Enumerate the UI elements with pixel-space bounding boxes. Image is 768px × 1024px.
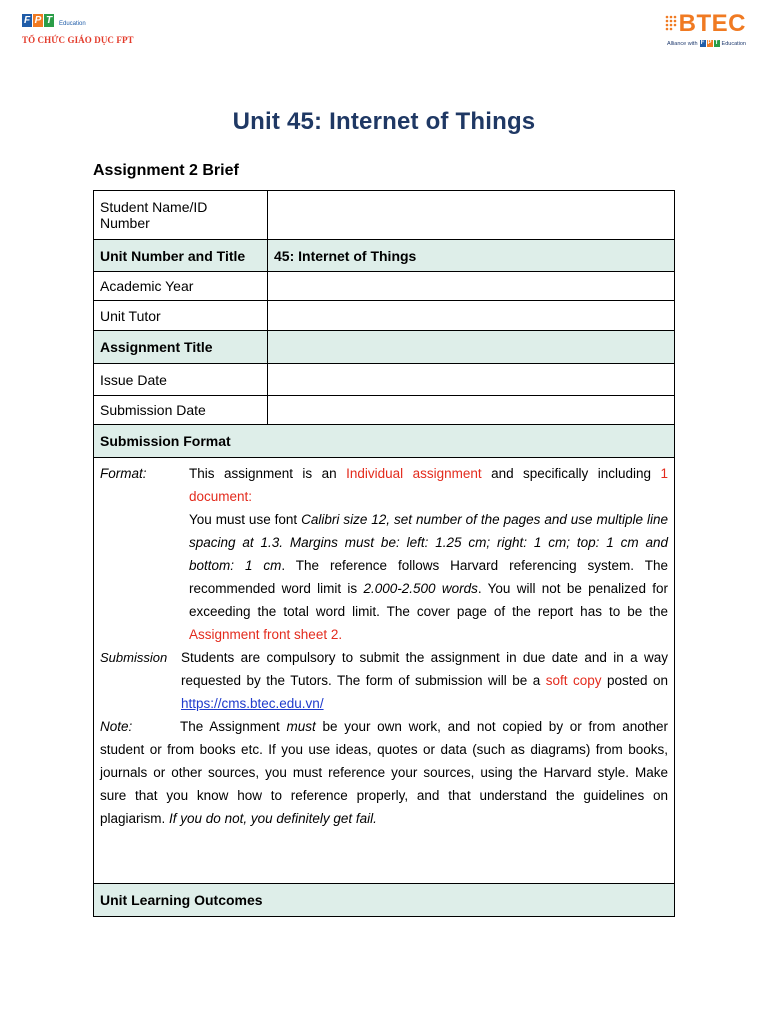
btec-logo [664, 12, 746, 47]
row-value-unit-number: 45: Internet of Things [268, 240, 675, 272]
note-emphasis-must: must [286, 719, 316, 734]
front-sheet-highlight: Assignment front sheet 2. [189, 627, 343, 642]
individual-assignment-highlight: Individual assignment [346, 466, 482, 481]
submission-section [100, 646, 668, 715]
format-label: Format: [100, 466, 147, 481]
font-requirements: Calibri size 12, set number of the pages and use multiple line spacing at 1.3. Margins must be: left: 1.25 cm; right: 1 cm; top: 1 cm and bottom: 1 cm [189, 512, 668, 573]
mini-fpt-logo [700, 40, 720, 47]
assignment-brief-table [93, 190, 675, 917]
submission-format-heading: Submission Format [94, 425, 675, 458]
btec-wordmark: BTEC [678, 10, 746, 37]
note-label: Note: [100, 719, 133, 734]
assignment-brief-heading: Assignment 2 Brief [93, 162, 239, 179]
unit-learning-outcomes-heading: Unit Learning Outcomes [94, 884, 675, 917]
format-text-part: . The reference follows Harvard referencing system. The recommended word limit is [189, 558, 668, 596]
format-text-part: This assignment is an [189, 466, 347, 481]
note-emphasis-fail: If you do not, you definitely get fail. [169, 811, 377, 826]
row-label-academic-year: Academic Year [94, 272, 268, 301]
mini-fpt-letter-p: P [707, 40, 712, 46]
row-value-assignment-title [268, 331, 675, 364]
submission-label: Submission [100, 650, 168, 665]
format-section [100, 462, 668, 646]
table-row [94, 396, 675, 425]
document-title: Unit 45: Internet of Things [232, 108, 536, 135]
row-value-academic-year [268, 272, 675, 301]
fpt-education-logo [22, 14, 134, 45]
mini-fpt-letter-t: T [714, 40, 719, 46]
table-row [94, 272, 675, 301]
row-value-student-name [268, 191, 675, 240]
alliance-education-text: Education [721, 40, 746, 47]
row-label-unit-number: Unit Number and Title [94, 240, 268, 272]
row-label-issue-date: Issue Date [94, 364, 268, 396]
submission-text [181, 646, 668, 715]
note-section [100, 715, 668, 830]
fpt-education-text: Education [59, 21, 86, 27]
row-label-submission-date: Submission Date [94, 396, 268, 425]
fpt-letter-t: T [45, 15, 53, 26]
note-text-part: The Assignment [180, 719, 287, 734]
table-row [94, 458, 675, 884]
submission-format-body [94, 458, 675, 884]
format-text-part: . You will not be penalized for exceeding the total word limit. The cover page of the report has to be the [189, 581, 668, 619]
fpt-letter-p: P [34, 15, 42, 26]
word-limit: 2.000-2.500 words [363, 581, 478, 596]
row-value-issue-date [268, 364, 675, 396]
format-text-part: You must use font [189, 512, 302, 527]
row-label-unit-tutor: Unit Tutor [94, 301, 268, 331]
row-value-submission-date [268, 396, 675, 425]
format-text [189, 462, 668, 646]
alliance-text: Alliance with [666, 40, 698, 47]
btec-dots-icon [664, 15, 678, 33]
fpt-letter-f: F [23, 15, 31, 26]
row-label-student-name: Student Name/ID Number [94, 191, 268, 240]
soft-copy-highlight: soft copy [545, 673, 602, 688]
table-row [94, 884, 675, 917]
row-label-assignment-title: Assignment Title [94, 331, 268, 364]
row-value-unit-tutor [268, 301, 675, 331]
mini-fpt-letter-f: F [700, 40, 705, 46]
cms-link[interactable]: https://cms.btec.edu.vn/ [181, 696, 324, 711]
table-row [94, 191, 675, 240]
submission-text-part: Students are compulsory to submit the assignment in due date and in a way requested by the Tutors. The form of submission will be a [181, 650, 668, 688]
table-row [94, 240, 675, 272]
table-row [94, 301, 675, 331]
fpt-organization-name: TỔ CHỨC GIÁO DỤC FPT [22, 35, 134, 45]
submission-text-part: posted on [601, 673, 668, 688]
table-row [94, 331, 675, 364]
one-document-highlight: 1 document: [189, 466, 669, 504]
alliance-line [664, 40, 746, 47]
table-row [94, 425, 675, 458]
note-text-part: be your own work, and not copied by or from another student or from books etc. If you use ideas, quotes or data (such as diagrams) from books, journals or other sources, you must reference your sources, using the Harvard style. Make sure that you know how to reference properly, and that understand the guidelines on plagiarism. [100, 719, 668, 826]
format-text-part: and specifically including [481, 466, 661, 481]
table-row [94, 364, 675, 396]
